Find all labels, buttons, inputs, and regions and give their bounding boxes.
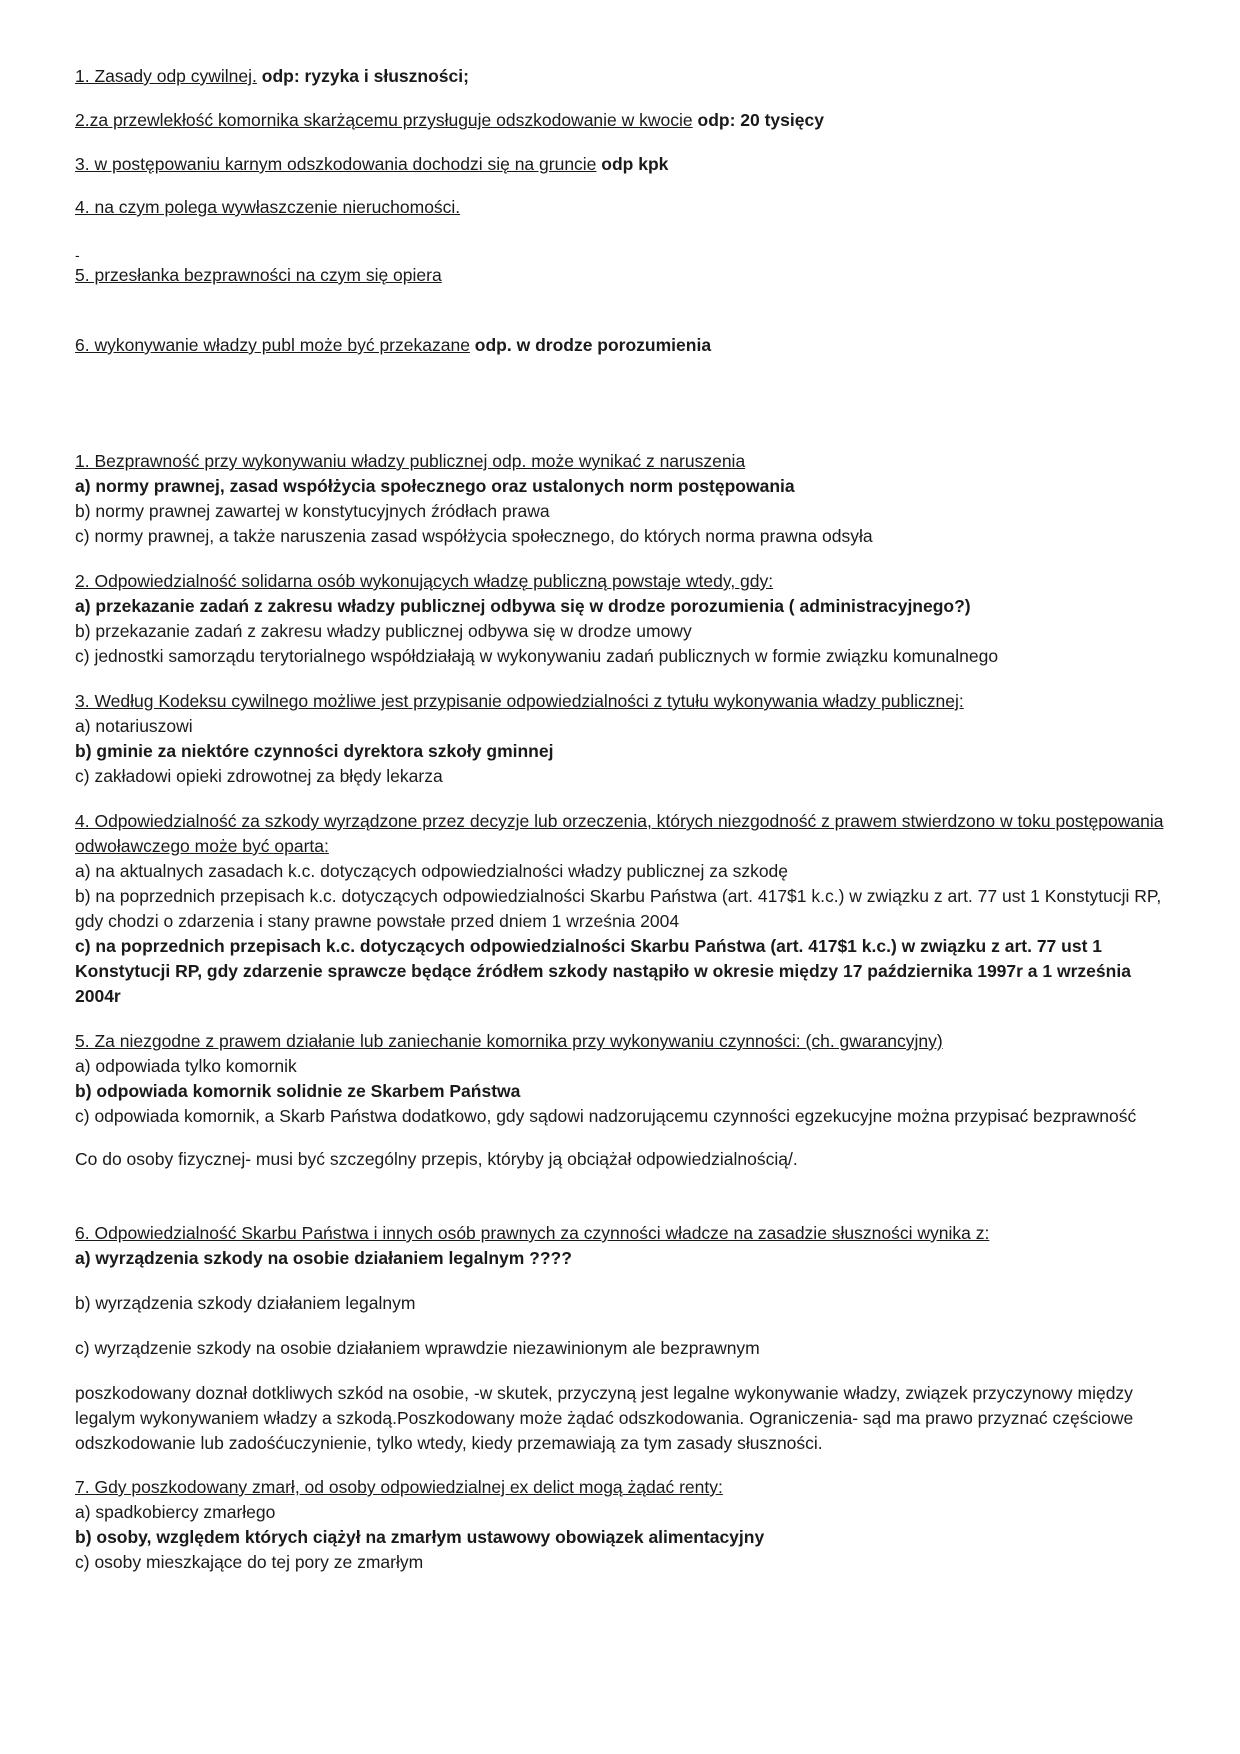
question-text: 5. przesłanka bezprawności na czym się opiera [75, 265, 442, 285]
option-b: b) przekazanie zadań z zakresu władzy publicznej odbywa się w drodze umowy [75, 621, 692, 641]
option-b: b) osoby, względem których ciążył na zmarłym ustawowy obowiązek alimentacyjny [75, 1527, 765, 1547]
section-note: poszkodowany doznał dotkliwych szkód na osobie, -w skutek, przyczyną jest legalne wykonywanie władzy, związek przyczynowy między legalym wykonywaniem władzy a szkodą.Poszkodowany może żądać odszkodowania. Ograniczenia- sąd ma prawo przyznać częściowe odszkodowanie lub zadośćuczynienie, tylko wtedy, kiedy przemawiają za tym zasady słuszności. [75, 1383, 1134, 1453]
section-7 [75, 1475, 1175, 1575]
option-c: c) wyrządzenie szkody na osobie działaniem wprawdzie niezawinionym ale bezprawnym [75, 1338, 760, 1358]
question-text: 2.za przewlekłość komornika skarżącemu przysługuje odszkodowanie w kwocie [75, 110, 693, 130]
question-text: 6. wykonywanie władzy publ może być przekazane [75, 335, 470, 355]
section-5 [75, 1029, 1175, 1172]
section-question: 3. Według Kodeksu cywilnego możliwe jest przypisanie odpowiedzialności z tytułu wykonywania władzy publicznej: [75, 691, 964, 711]
option-c: c) zakładowi opieki zdrowotnej za błędy lekarza [75, 766, 443, 786]
top-question-5 [75, 263, 1175, 288]
section-2 [75, 569, 1175, 669]
section-1 [75, 449, 1175, 549]
section-question: 5. Za niezgodne z prawem działanie lub zaniechanie komornika przy wykonywaniu czynności: (ch. gwarancyjny) [75, 1031, 943, 1051]
top-question-4-dash [75, 248, 1175, 262]
option-b: b) na poprzednich przepisach k.c. dotyczących odpowiedzialności Skarbu Państwa (art. 417$1 k.c.) w związku z art. 77 ust 1 Konstytucji RP, gdy chodzi o zdarzenia i stany prawne powstałe przed dniem 1 września 2004 [75, 886, 1162, 931]
option-b: b) wyrządzenia szkody działaniem legalnym [75, 1293, 416, 1313]
option-a: a) wyrządzenia szkody na osobie działaniem legalnym ???? [75, 1248, 572, 1268]
top-question-1 [75, 64, 1175, 89]
option-c: c) odpowiada komornik, a Skarb Państwa dodatkowo, gdy sądowi nadzorującemu czynności egzekucyjne można przypisać bezprawność [75, 1106, 1137, 1126]
option-b: b) normy prawnej zawartej w konstytucyjnych źródłach prawa [75, 501, 550, 521]
section-question: 7. Gdy poszkodowany zmarł, od osoby odpowiedzialnej ex delict mogą żądać renty: [75, 1477, 723, 1497]
section-question: 4. Odpowiedzialność za szkody wyrządzone przez decyzje lub orzeczenia, których niezgodność z prawem stwierdzono w toku postępowania odwoławczego może być oparta: [75, 811, 1164, 856]
question-text: 4. na czym polega wywłaszczenie nieruchomości. [75, 197, 461, 217]
question-text: 1. Zasady odp cywilnej. [75, 66, 257, 86]
answer-text: odp: 20 tysięcy [697, 110, 824, 130]
question-text: 3. w postępowaniu karnym odszkodowania dochodzi się na gruncie [75, 154, 597, 174]
option-a: a) notariuszowi [75, 716, 193, 736]
answer-text: odp. w drodze porozumienia [474, 335, 712, 355]
answer-text: odp kpk [601, 154, 669, 174]
section-question: 2. Odpowiedzialność solidarna osób wykonujących władzę publiczną powstaje wtedy, gdy: [75, 571, 774, 591]
option-a: a) na aktualnych zasadach k.c. dotyczących odpowiedzialności władzy publicznej za szkodę [75, 861, 789, 881]
section-question: 1. Bezprawność przy wykonywaniu władzy publicznej odp. może wynikać z naruszenia [75, 451, 746, 471]
top-question-6 [75, 333, 1175, 358]
option-c: c) na poprzednich przepisach k.c. dotyczących odpowiedzialności Skarbu Państwa (art. 417$1 k.c.) w związku z art. 77 ust 1 Konstytucji RP, gdy zdarzenie sprawcze będące źródłem szkody nastąpiło w okresie między 17 października 1997r a 1 września 2004r [75, 936, 1131, 1006]
top-question-2 [75, 108, 1175, 133]
option-b: b) gminie za niektóre czynności dyrektora szkoły gminnej [75, 741, 554, 761]
section-4 [75, 809, 1175, 1009]
option-b: b) odpowiada komornik solidnie ze Skarbem Państwa [75, 1081, 521, 1101]
option-c: c) normy prawnej, a także naruszenia zasad współżycia społecznego, do których norma prawna odsyła [75, 526, 873, 546]
option-a: a) spadkobiercy zmarłego [75, 1502, 276, 1522]
option-c: c) osoby mieszkające do tej pory ze zmarłym [75, 1552, 424, 1572]
section-question: 6. Odpowiedzialność Skarbu Państwa i innych osób prawnych za czynności władcze na zasadzie słuszności wynika z: [75, 1223, 990, 1243]
dash-text: - [75, 247, 80, 263]
top-question-3 [75, 152, 1175, 177]
top-question-4 [75, 195, 1175, 220]
option-a: a) przekazanie zadań z zakresu władzy publicznej odbywa się w drodze porozumienia ( administracyjnego?) [75, 596, 971, 616]
section-3 [75, 689, 1175, 789]
answer-text: odp: ryzyka i słuszności; [261, 66, 469, 86]
section-note: Co do osoby fizycznej- musi być szczególny przepis, któryby ją obciążał odpowiedzialnością/. [75, 1149, 798, 1169]
section-6 [75, 1221, 1175, 1456]
option-c: c) jednostki samorządu terytorialnego współdziałają w wykonywaniu zadań publicznych w formie związku komunalnego [75, 646, 999, 666]
option-a: a) odpowiada tylko komornik [75, 1056, 297, 1076]
option-a: a) normy prawnej, zasad współżycia społecznego oraz ustalonych norm postępowania [75, 476, 795, 496]
